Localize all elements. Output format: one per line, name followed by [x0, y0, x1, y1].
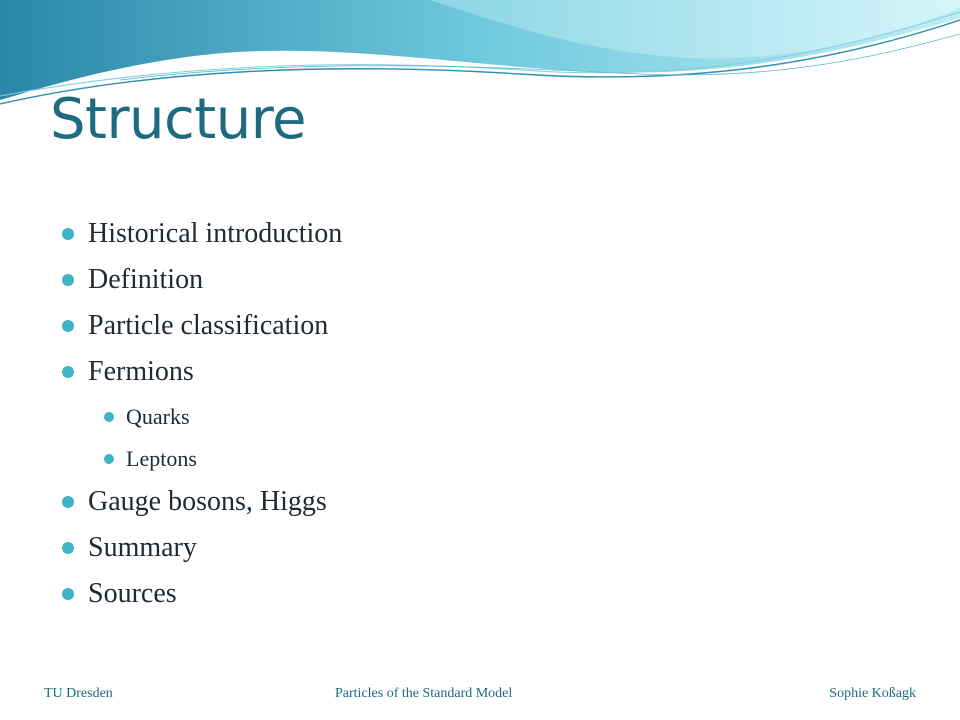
bullet-dot-icon — [62, 588, 74, 600]
sub-bullet-item — [62, 396, 342, 438]
bullet-dot-icon — [62, 366, 74, 378]
bullet-text: Sources — [88, 578, 177, 609]
bullet-dot-icon — [62, 496, 74, 508]
bullet-text: Quarks — [126, 404, 190, 429]
bullet-text: Leptons — [126, 446, 197, 471]
bullet-text: Particle classification — [88, 310, 329, 341]
bullet-text: Summary — [88, 532, 197, 563]
bullet-item — [62, 304, 342, 350]
bullet-text: Fermions — [88, 356, 194, 387]
bullet-dot-icon — [104, 454, 114, 464]
sub-bullet-item — [62, 438, 342, 480]
footer-presentation-title: Particles of the Standard Model — [335, 686, 513, 701]
bullet-text: Gauge bosons, Higgs — [88, 486, 327, 517]
bullet-dot-icon — [62, 228, 74, 240]
bullet-item — [62, 350, 342, 396]
bullet-text: Historical introduction — [88, 218, 343, 249]
slide-title: Structure — [50, 87, 307, 152]
bullet-item — [62, 526, 342, 572]
bullet-item — [62, 480, 342, 526]
bullet-list — [62, 212, 342, 618]
bullet-item — [62, 258, 342, 304]
footer-institution: TU Dresden — [44, 686, 113, 701]
bullet-dot-icon — [62, 320, 74, 332]
bullet-dot-icon — [104, 412, 114, 422]
bullet-text: Definition — [88, 264, 204, 295]
bullet-item — [62, 572, 342, 618]
bullet-item — [62, 212, 342, 258]
slide-footer — [0, 686, 960, 706]
bullet-dot-icon — [62, 542, 74, 554]
footer-author: Sophie Koßagk — [829, 686, 916, 701]
bullet-dot-icon — [62, 274, 74, 286]
